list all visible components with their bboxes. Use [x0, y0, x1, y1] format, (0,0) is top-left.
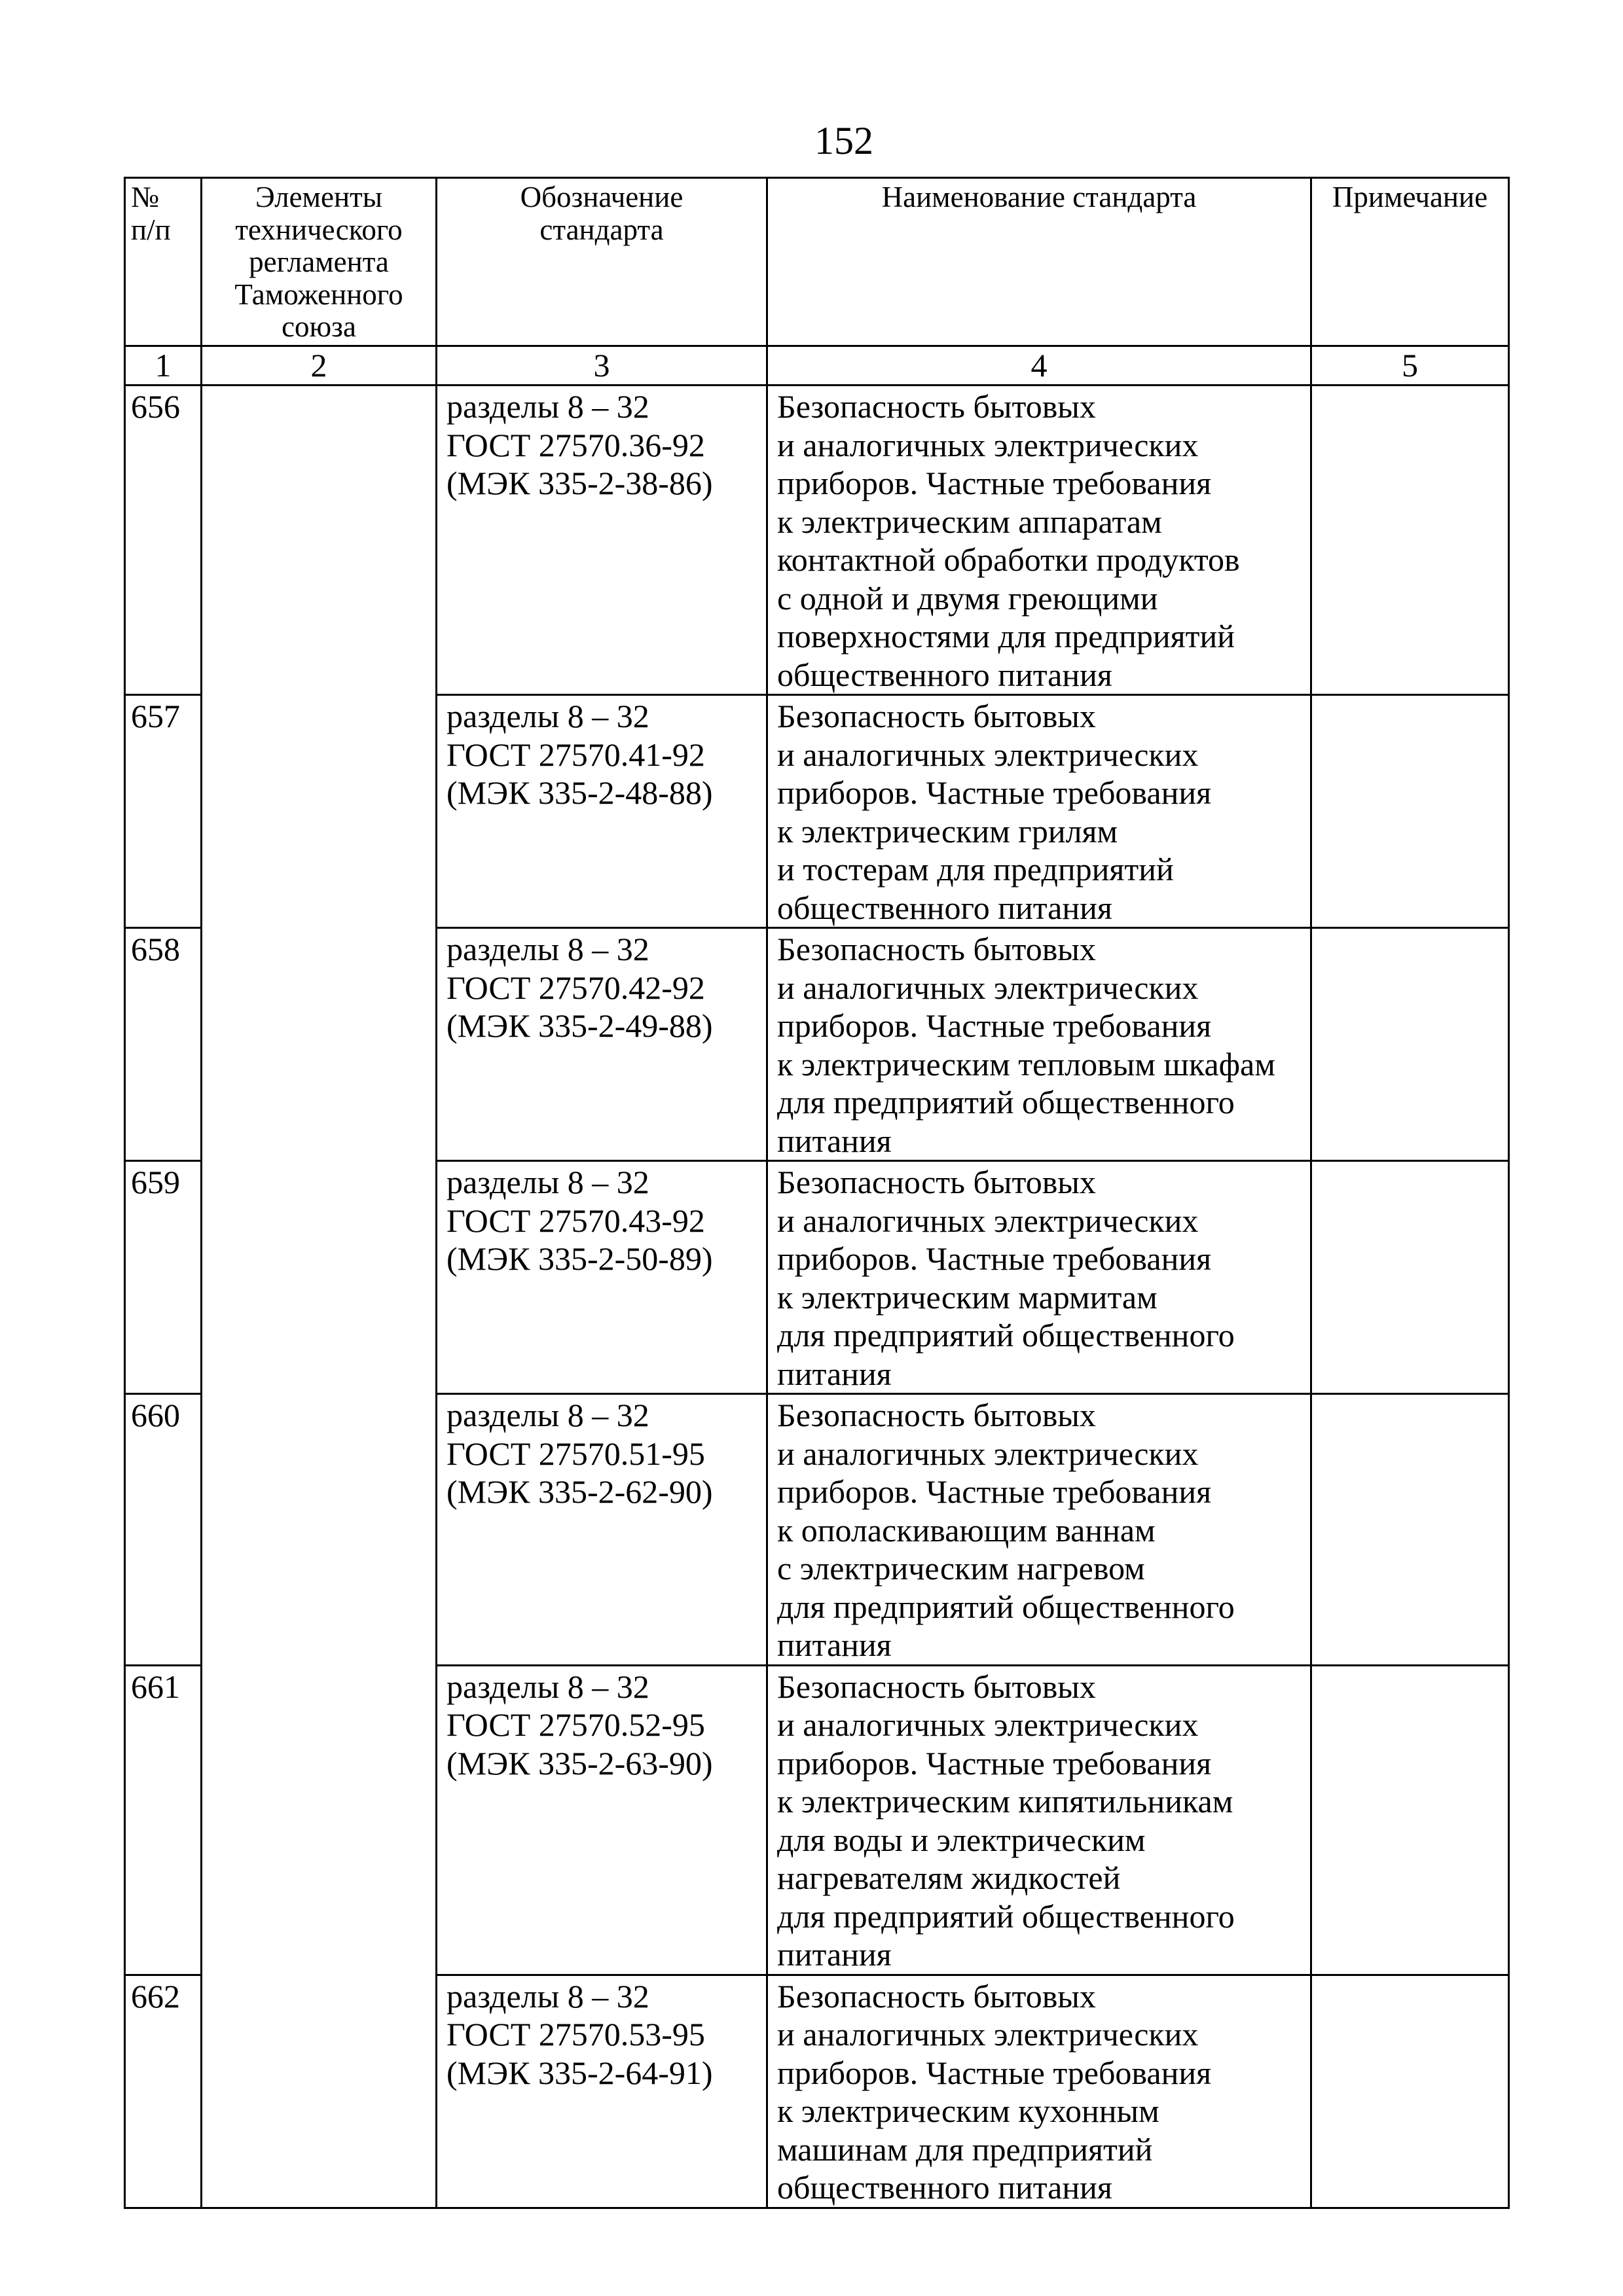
text-line: Элементы [255, 181, 382, 213]
text-line: и тостерам для предприятий [777, 851, 1174, 888]
text-line: разделы 8 – 32 [447, 1397, 649, 1433]
text-line: разделы 8 – 32 [447, 1977, 649, 2015]
text-line: Безопасность бытовых [777, 698, 1096, 734]
text-line: и аналогичных электрических [777, 969, 1199, 1006]
text-line: приборов. Частные требования [777, 1240, 1212, 1277]
text-line: для предприятий общественного [777, 1897, 1235, 1935]
text-line: для предприятий общественного [777, 1317, 1235, 1354]
text-line: Безопасность бытовых [777, 1397, 1096, 1433]
text-line: приборов. Частные требования [777, 1744, 1212, 1782]
standard-name [767, 386, 1311, 695]
text-line: приборов. Частные требования [777, 1473, 1212, 1510]
standard-name [767, 928, 1311, 1161]
text-line: Таможенного [234, 278, 403, 311]
text-line: стандарта [539, 213, 664, 246]
note-cell [1311, 1665, 1509, 1975]
text-line: (МЭК 335-2-38-86) [447, 465, 713, 501]
text-line: разделы 8 – 32 [447, 698, 649, 734]
text-line: ГОСТ 27570.42-92 [447, 969, 705, 1006]
text-line: (МЭК 335-2-63-90) [447, 1744, 713, 1782]
text-line: общественного питания [777, 656, 1112, 693]
table-header-row [125, 178, 1509, 346]
text-line: Безопасность бытовых [777, 1977, 1096, 2015]
text-line: к ополаскивающим ваннам [777, 1511, 1156, 1549]
note-cell [1311, 695, 1509, 928]
text-line: к электрическим тепловым шкафам [777, 1045, 1275, 1083]
text-line: регламента [249, 245, 389, 278]
text-line: ГОСТ 27570.36-92 [447, 426, 705, 463]
standard-designation [437, 695, 767, 928]
standard-name [767, 1975, 1311, 2208]
page-number: 152 [814, 119, 873, 162]
text-line: приборов. Частные требования [777, 774, 1212, 811]
column-number: 4 [767, 346, 1311, 386]
text-line: контактной обработки продуктов [777, 541, 1240, 578]
text-line: ГОСТ 27570.51-95 [447, 1435, 705, 1472]
text-line: № [131, 181, 159, 213]
text-line: для предприятий общественного [777, 1588, 1235, 1625]
column-number: 2 [202, 346, 437, 386]
text-line: (МЭК 335-2-64-91) [447, 2054, 713, 2091]
text-line: и аналогичных электрических [777, 1435, 1199, 1472]
text-line: питания [777, 1936, 892, 1973]
text-line: питания [777, 1122, 892, 1159]
text-line: приборов. Частные требования [777, 2054, 1212, 2091]
column-number: 1 [125, 346, 202, 386]
standard-designation [437, 1394, 767, 1666]
text-line: и аналогичных электрических [777, 2016, 1199, 2053]
row-number: 662 [125, 1975, 202, 2208]
text-line: (МЭК 335-2-48-88) [447, 774, 713, 811]
text-line: для воды и электрическим [777, 1821, 1146, 1858]
text-line: общественного питания [777, 2169, 1112, 2206]
note-cell [1311, 1394, 1509, 1666]
column-numbers-row [125, 346, 1509, 386]
text-line: поверхностями для предприятий [777, 618, 1235, 655]
text-line: к электрическим грилям [777, 812, 1118, 850]
column-number: 3 [437, 346, 767, 386]
text-line: разделы 8 – 32 [447, 931, 649, 967]
standard-name [767, 695, 1311, 928]
text-line: ГОСТ 27570.41-92 [447, 736, 705, 773]
header-regulation-elements [202, 178, 437, 346]
row-number: 656 [125, 386, 202, 695]
text-line: и аналогичных электрических [777, 1202, 1199, 1239]
text-line: Безопасность бытовых [777, 388, 1096, 425]
row-number: 660 [125, 1394, 202, 1666]
text-line: и аналогичных электрических [777, 1706, 1199, 1743]
standard-designation [437, 1975, 767, 2208]
text-line: к электрическим кипятильникам [777, 1783, 1233, 1820]
text-line: с одной и двумя греющими [777, 579, 1158, 617]
text-line: разделы 8 – 32 [447, 1668, 649, 1705]
text-line: с электрическим нагревом [777, 1550, 1145, 1587]
header-note [1311, 178, 1509, 346]
text-line: машинам для предприятий [777, 2130, 1153, 2168]
text-line: приборов. Частные требования [777, 1007, 1212, 1044]
text-line: (МЭК 335-2-50-89) [447, 1240, 713, 1277]
note-cell [1311, 1161, 1509, 1394]
text-line: питания [777, 1355, 892, 1392]
text-line: к электрическим кухонным [777, 2092, 1159, 2129]
text-line: и аналогичных электрических [777, 736, 1199, 773]
standard-name [767, 1665, 1311, 1975]
text-line: Безопасность бытовых [777, 1164, 1096, 1200]
regulation-elements-cell [202, 386, 437, 2208]
text-line: Примечание [1332, 181, 1488, 213]
text-line: общественного питания [777, 889, 1112, 926]
row-number: 657 [125, 695, 202, 928]
note-cell [1311, 928, 1509, 1161]
text-line: (МЭК 335-2-49-88) [447, 1007, 713, 1044]
text-line: союза [282, 310, 356, 343]
text-line: разделы 8 – 32 [447, 388, 649, 425]
text-line: Обозначение [520, 181, 684, 213]
text-line: ГОСТ 27570.43-92 [447, 1202, 705, 1239]
table-row [125, 386, 1509, 695]
text-line: Безопасность бытовых [777, 931, 1096, 967]
text-line: Наименование стандарта [881, 181, 1197, 213]
text-line: ГОСТ 27570.52-95 [447, 1706, 705, 1743]
text-line: питания [777, 1626, 892, 1663]
header-standard-name [767, 178, 1311, 346]
standard-designation [437, 928, 767, 1161]
standards-table [124, 177, 1510, 2209]
header-standard-designation [437, 178, 767, 346]
text-line: и аналогичных электрических [777, 426, 1199, 463]
text-line: к электрическим мармитам [777, 1278, 1158, 1316]
text-line: (МЭК 335-2-62-90) [447, 1473, 713, 1510]
header-number [125, 178, 202, 346]
text-line: ГОСТ 27570.53-95 [447, 2016, 705, 2053]
text-line: технического [235, 213, 403, 246]
row-number: 659 [125, 1161, 202, 1394]
text-line: разделы 8 – 32 [447, 1164, 649, 1200]
note-cell [1311, 386, 1509, 695]
standard-name [767, 1394, 1311, 1666]
text-line: нагревателям жидкостей [777, 1859, 1121, 1896]
text-line: для предприятий общественного [777, 1084, 1235, 1121]
row-number: 661 [125, 1665, 202, 1975]
text-line: п/п [131, 213, 171, 246]
row-number: 658 [125, 928, 202, 1161]
text-line: Безопасность бытовых [777, 1668, 1096, 1705]
column-number: 5 [1311, 346, 1509, 386]
standard-designation [437, 1161, 767, 1394]
text-line: к электрическим аппаратам [777, 503, 1162, 540]
standard-name [767, 1161, 1311, 1394]
standard-designation [437, 1665, 767, 1975]
text-line: приборов. Частные требования [777, 465, 1212, 501]
standard-designation [437, 386, 767, 695]
note-cell [1311, 1975, 1509, 2208]
